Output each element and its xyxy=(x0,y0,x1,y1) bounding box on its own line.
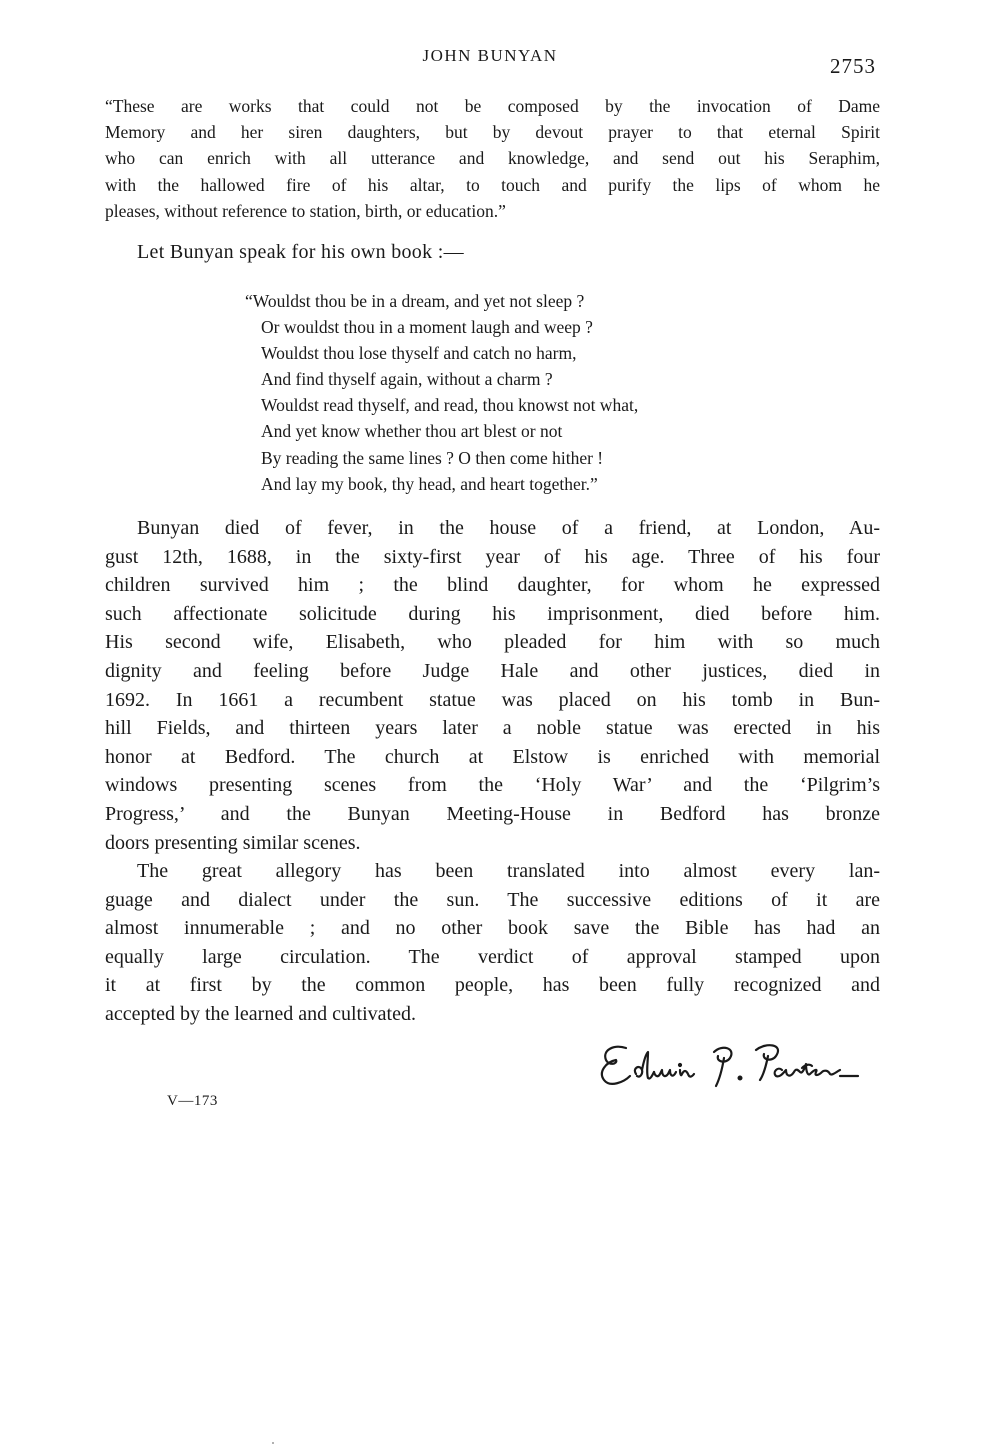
verse-line: And yet know whether thou art blest or not xyxy=(261,421,563,442)
verse-quote xyxy=(245,288,825,497)
quote-line: Memory and her siren daughters, but by devout prayer to that eternal Spirit xyxy=(105,122,880,143)
paragraph-line: honor at Bedford. The church at Elstow is enriched with memorial xyxy=(105,745,880,768)
paragraph-line: it at first by the common people, has been fully recognized and xyxy=(105,974,880,997)
verse-line: By reading the same lines ? O then come hither ! xyxy=(261,447,604,468)
paragraph-line: The great allegory has been translated into almost every lan- xyxy=(137,860,880,882)
opening-quote xyxy=(105,93,880,224)
verse-line: And lay my book, thy head, and heart together.” xyxy=(261,473,598,494)
paragraph-line: gust 12th, 1688, in the sixty-first year of his age. Three of his four xyxy=(105,545,880,568)
paragraph-line: almost innumerable ; and no other book save the Bible has had an xyxy=(105,917,880,940)
paragraph-line: His second wife, Elisabeth, who pleaded for him with so much xyxy=(105,631,880,654)
quote-line: with the hallowed fire of his altar, to touch and purify the lips of whom he xyxy=(105,174,880,195)
paragraph-allegory-reception xyxy=(105,857,880,1029)
paragraph-line: windows presenting scenes from the ‘Holy War’ and the ‘Pilgrim’s xyxy=(105,774,880,797)
quote-line: who can enrich with all utterance and knowledge, and send out his Seraphim, xyxy=(105,148,880,169)
verse-line: Wouldst read thyself, and read, thou knowst not what, xyxy=(261,395,639,416)
page-number: 2753 xyxy=(830,54,876,78)
verse-line: Or wouldst thou in a moment laugh and weep ? xyxy=(261,317,593,338)
lead-in-sentence: Let Bunyan speak for his own book :— xyxy=(137,241,464,263)
printers-signature-mark: V—173 xyxy=(167,1093,218,1109)
paragraph-line: such affectionate solicitude during his imprisonment, died before him. xyxy=(105,602,880,625)
paragraph-line: dignity and feeling before Judge Hale and other justices, died in xyxy=(105,659,880,682)
paragraph-line: children survived him ; the blind daughter, for whom he expressed xyxy=(105,574,880,597)
paragraph-line: Progress,’ and the Bunyan Meeting-House in Bedford has bronze xyxy=(105,802,880,825)
verse-line: And find thyself again, without a charm ? xyxy=(261,369,553,390)
paragraph-line: equally large circulation. The verdict of approval stamped upon xyxy=(105,945,880,968)
paragraph-line: guage and dialect under the sun. The successive editions of it are xyxy=(105,888,880,911)
author-signature xyxy=(596,1030,876,1100)
running-title: JOHN BUNYAN xyxy=(422,46,558,65)
quote-line: pleases, without reference to station, birth, or education.” xyxy=(105,200,506,221)
paragraph-line: hill Fields, and thirteen years later a noble statue was erected in his xyxy=(105,717,880,740)
paragraph-line: accepted by the learned and cultivated. xyxy=(105,1002,416,1025)
quote-line: “These are works that could not be composed by the invocation of Dame xyxy=(105,96,880,116)
signature-icon xyxy=(596,1030,876,1100)
verse-line: “Wouldst thou be in a dream, and yet not sleep ? xyxy=(245,291,585,311)
signature-name xyxy=(596,1100,597,1101)
paragraph-line: Bunyan died of fever, in the house of a friend, at London, Au- xyxy=(137,517,880,539)
paragraph-line: 1692. In 1661 a recumbent statue was placed on his tomb in Bun- xyxy=(105,688,880,711)
scan-speck xyxy=(272,1442,274,1444)
paragraph-line: doors presenting similar scenes. xyxy=(105,831,361,854)
paragraph-death-and-memorials xyxy=(105,514,880,857)
verse-line: Wouldst thou lose thyself and catch no harm, xyxy=(261,343,577,364)
